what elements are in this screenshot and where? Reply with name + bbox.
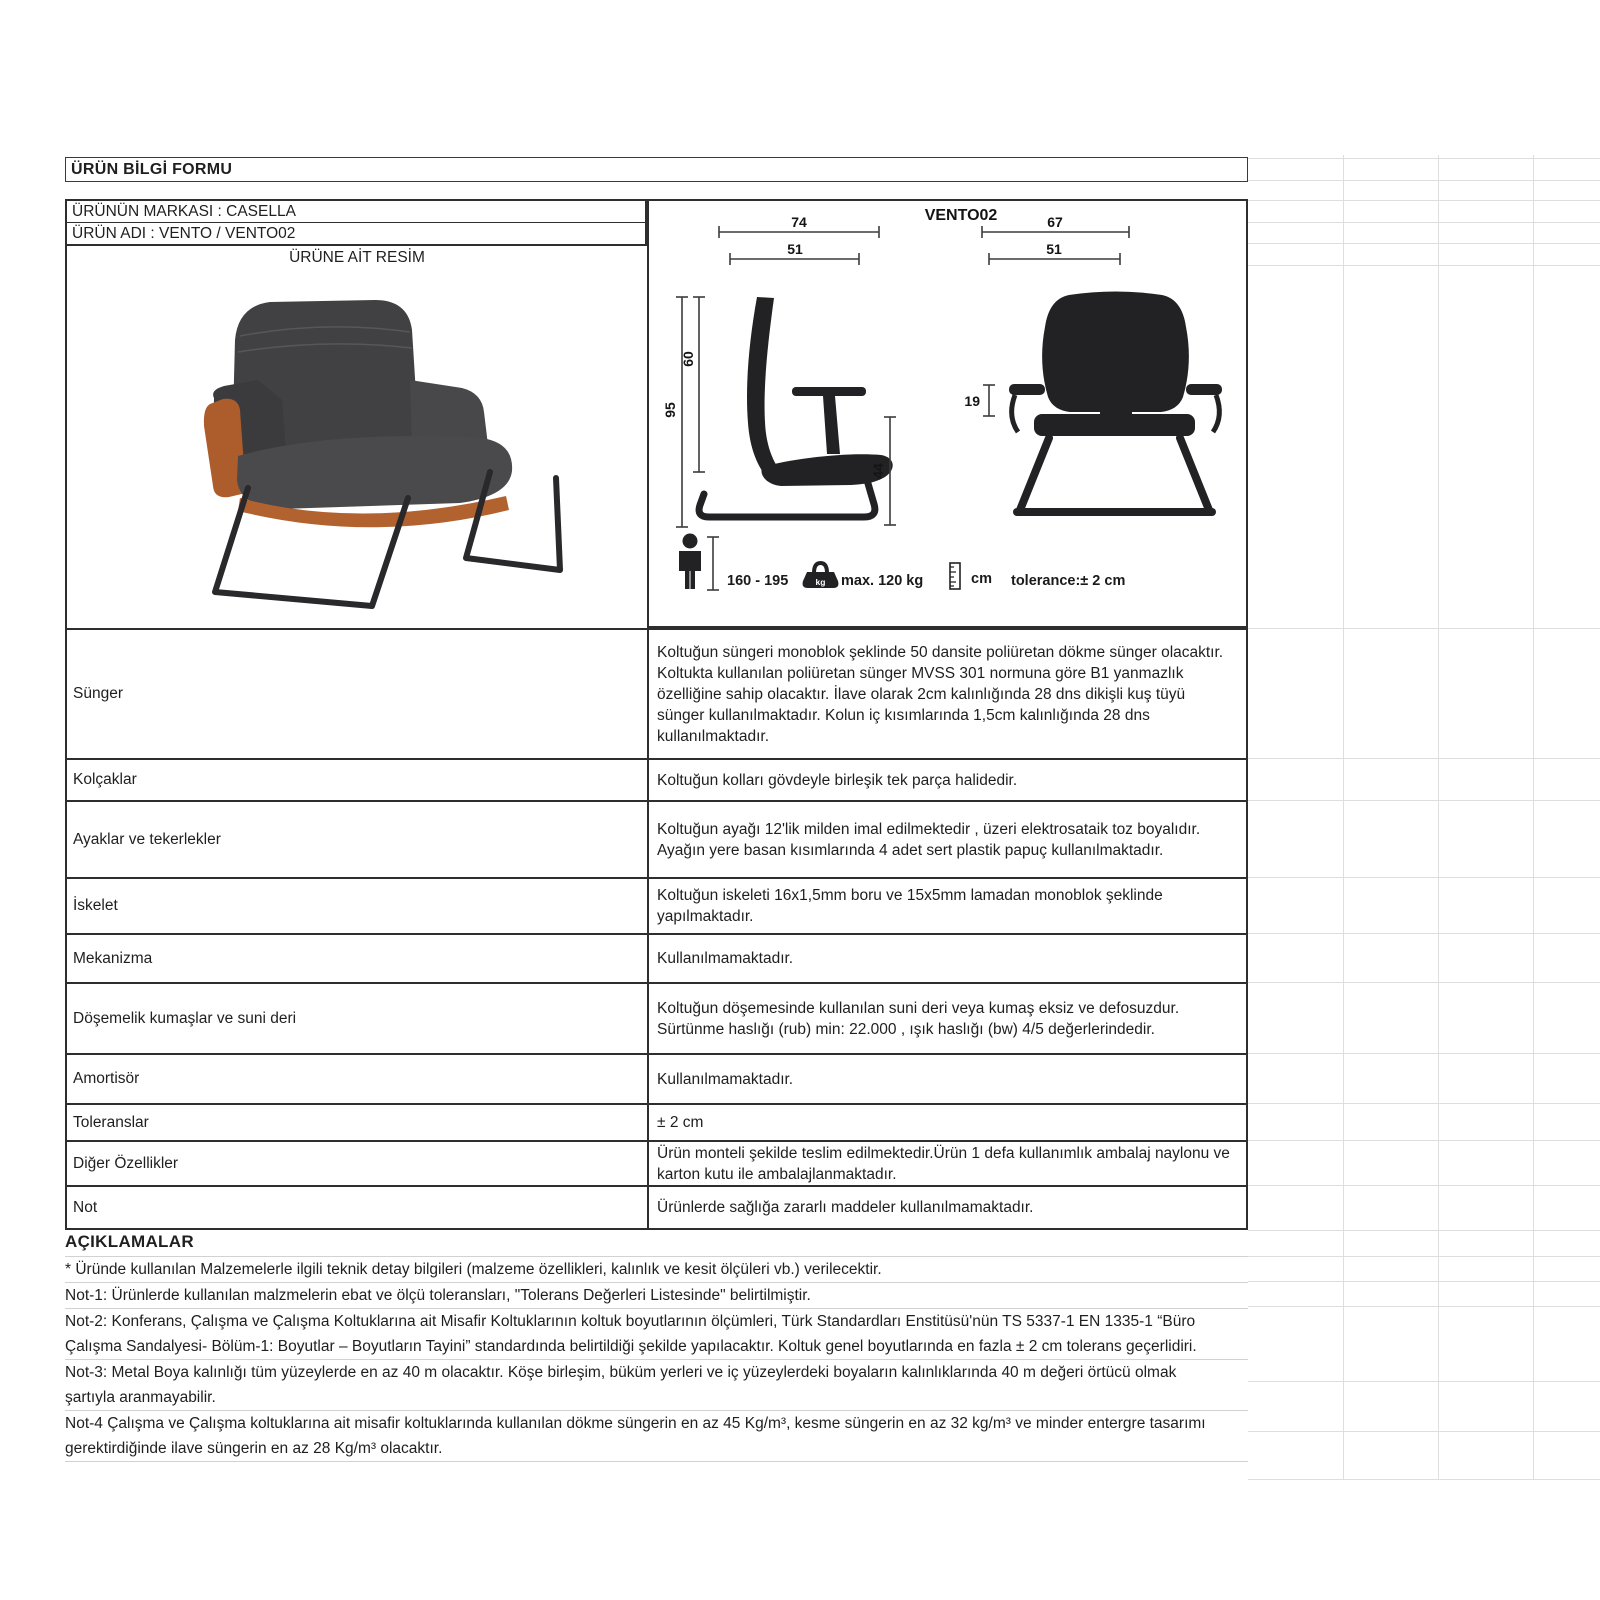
spec-label: Diğer Özellikler [67,1142,649,1185]
gridline [1248,1230,1600,1231]
notes-section [65,1232,1248,1462]
model-label: VENTO02 [924,207,998,224]
svg-text:74: 74 [791,214,807,230]
note-item: Not-3: Metal Boya kalınlığı tüm yüzeylerde en az 40 m olacaktır. Köşe birleşim, büküm yerleri ve iç yüzeylerdeki boyaların kalınlıklarında 40 m değeri örtücü olmak şartıyla aranmayabilir. [65,1359,1248,1410]
table-row [67,933,1246,982]
gridline [1248,1053,1600,1054]
table-row [67,1053,1246,1103]
table-row [67,630,1246,758]
gridline [1248,1479,1600,1480]
svg-text:19: 19 [964,393,980,409]
gridline [1248,1140,1600,1141]
gridline [1248,1381,1600,1382]
spec-label: Sünger [67,630,649,758]
gridline [1248,1431,1600,1432]
spec-value: Kullanılmamaktadır. [657,1070,794,1088]
dim-side-width-outer [719,214,879,238]
technical-drawing [649,201,1246,626]
spec-label: Kolçaklar [67,760,649,800]
chair-side-view [699,297,893,517]
gridline [1248,1281,1600,1282]
table-row [67,758,1246,800]
spec-value: Koltuğun döşemesinde kullanılan suni deri veya kumaş eksiz ve defosuzdur. Sürtünme haslığı (rub) min: 22.000 , ışık haslığı (bw) 4/5 değerlerindedir. [657,999,1180,1038]
gridline [1248,982,1600,983]
person-height-ruler [707,537,719,590]
gridline [1248,243,1600,244]
spec-label: Toleranslar [67,1105,649,1140]
page-title: ÜRÜN BİLGİ FORMU [65,157,1248,182]
svg-text:60: 60 [680,351,696,367]
gridline [1248,1185,1600,1186]
product-photo [160,280,630,625]
spec-label: Amortisör [67,1055,649,1103]
dim-front-arm-height [964,385,995,416]
gridline [1248,1256,1600,1257]
dim-side-height-back [680,297,705,472]
photo-seat-cushion [237,436,512,509]
svg-text:95: 95 [662,402,678,418]
weight-icon [803,561,839,588]
svg-text:51: 51 [1046,241,1062,257]
table-row [67,877,1246,933]
technical-drawing-box [647,199,1248,628]
dim-side-height-total [662,297,688,527]
gridline [1248,158,1600,159]
spec-value: Koltuğun ayağı 12'lik milden imal edilmektedir , üzeri elektrosataik toz boyalıdır. Ayağın yere basan kısımlarında 4 adet sert plastik papuç kullanılmaktadır. [657,820,1201,859]
note-item: * Üründe kullanılan Malzemelerle ilgili teknik detay bilgileri (malzeme özellikleri, kalınlık ve kesit ölçüleri vb.) verilecektir. [65,1256,1248,1282]
tolerance-label: tolerance:± 2 cm [1011,573,1126,589]
svg-text:51: 51 [787,241,803,257]
spec-value: Kullanılmamaktadır. [657,950,794,967]
unit-label: cm [971,571,992,587]
spec-label: Not [67,1187,649,1228]
spec-label: Ayaklar ve tekerlekler [67,802,649,877]
spec-value: Koltuğun iskeleti 16x1,5mm boru ve 15x5mm lamadan monoblok şeklinde yapılmaktadır. [657,887,1163,925]
gridline [1248,1306,1600,1307]
gridline [1248,1103,1600,1104]
product-name-row: ÜRÜN ADI : VENTO / VENTO02 [67,222,645,244]
svg-text:kg: kg [815,577,826,587]
weight-max-label: max. 120 kg [841,573,924,589]
note-item: Not-1: Ürünlerde kullanılan malzmelerin ebat ve ölçü toleransları, "Tolerans Değerleri Listesinde" belirtilmiştir. [65,1282,1248,1308]
spec-label: İskelet [67,879,649,933]
table-row [67,1185,1246,1228]
spec-value: Koltuğun süngeri monoblok şeklinde 50 dansite poliüretan dökme sünger olacaktır. Koltukta kullanılan poliüretan sünger MVSS 301 normuna göre B1 yanmazlık özelliğine sahip olacaktır. İlave olarak 2cm kalınlığında 28 dns dikişli kuş tüyü sünger kullanılmaktadır. Kolun iç kısımlarında 1,5cm kalınlığında 28 dns kullanılmaktadır. [657,643,1224,745]
notes-heading: AÇIKLAMALAR [65,1232,194,1251]
spec-table [65,628,1248,1230]
gridline [1248,877,1600,878]
dim-side-width-inner [730,241,859,265]
svg-text:67: 67 [1047,214,1063,230]
person-range-label: 160 - 195 [727,573,789,589]
gridline [1248,933,1600,934]
product-header [65,199,647,246]
note-item: Not-4 Çalışma ve Çalışma koltuklarına ait misafir koltuklarında kullanılan dökme süngerin en az 45 Kg/m³, kesme süngerin en az 32 kg/m³ ve minder entergre tasarımı gerektirdiğinde ilave süngerin en az 28 Kg/m³ olacaktır. [65,1410,1248,1461]
gridline [1248,758,1600,759]
dim-front-width-outer [982,214,1129,238]
gridline [1248,800,1600,801]
table-row [67,1140,1246,1185]
note-item: Not-2: Konferans, Çalışma ve Çalışma Koltuklarına ait Misafir Koltuklarının koltuk boyutlarının ölçümleri, Türk Standardları Enstitüsü'nün TS 5337-1 EN 1335-1 “Büro Çalışma Sandalyesi- Bölüm-1: Boyutlar – Boyutların Tayini” standardında belirtildiği şekilde yapılacaktır. Koltuk genel boyutlarında en fazla ± 2 cm tolerans geçerlidiri. [65,1308,1248,1359]
gridline [1248,265,1600,266]
spec-value: Koltuğun kolları gövdeyle birleşik tek parça halidedir. [657,771,1018,789]
gridline [1248,222,1600,223]
person-icon [679,534,701,590]
table-row [67,982,1246,1053]
gridline [1248,200,1600,201]
image-caption: ÜRÜNE AİT RESİM [289,249,425,266]
spec-value: Ürünlerde sağlığa zararlı maddeler kullanılmamaktadır. [657,1199,1034,1216]
dim-front-width-inner [989,241,1120,265]
gridline [1248,180,1600,181]
gridline [1248,628,1600,629]
ruler-icon [950,563,960,589]
spec-label: Mekanizma [67,935,649,982]
table-row [67,1103,1246,1140]
spec-value: ± 2 cm [657,1114,704,1131]
brand-row: ÜRÜNÜN MARKASI : CASELLA [72,202,296,220]
svg-text:44: 44 [870,463,886,479]
chair-front-view [1009,292,1222,513]
spec-label: Döşemelik kumaşlar ve suni deri [67,984,649,1053]
table-row [67,800,1246,877]
spec-value: Ürün monteli şekilde teslim edilmektedir.Ürün 1 defa kullanımlık ambalaj naylonu ve karton kutu ile ambalajlanmaktadır. [657,1144,1230,1183]
